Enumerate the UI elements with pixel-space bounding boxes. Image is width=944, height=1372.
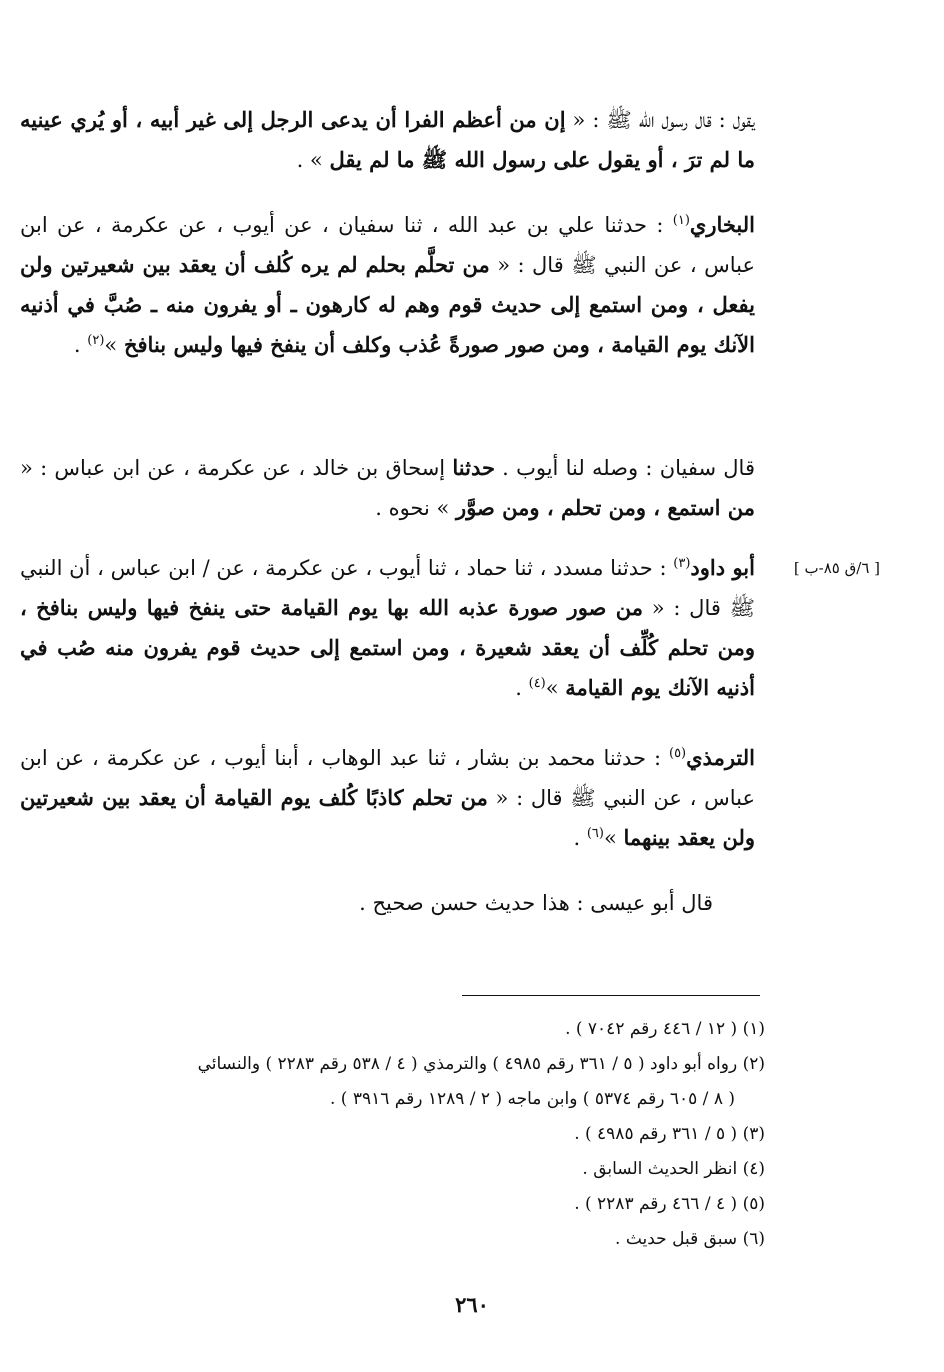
matn-bukhari: من تحلَّم بحلم لم يره كُلف أن يعقد بين شعيرتين ولن يفعل ، ومن استمع إلى حديث قوم وهم له كارهون ـ أو يفرون منه ـ صُبَّ في أذنيه الآنك يوم القيامة ، ومن صور صورةً عُذب وكلف أن ينفخ فيها وليس بنافخ [20,252,755,357]
quote-close: » [545,676,566,700]
sufyan-haddathana: حدثنا [452,455,495,480]
matn-abu-dawud: من صور صورة عذبه الله بها يوم القيامة حتى ينفخ فيها وليس بنافخ ، ومن تحلم كُلِّف أن يعقد شعيرة ، ومن استمع إلى حديث قوم يفرون منه صُب في أذنيه الآنك يوم القيامة [20,595,755,700]
isnad-tirmidhi: : حدثنا محمد بن بشار ، ثنا عبد الوهاب ، أبنا أيوب ، عن عكرمة ، عن ابن عباس ، عن النبي ﷺ قال : « [20,746,755,810]
paragraph-1-end: » . [296,148,330,172]
footnote-2-continued: ( ٨ / ٦٠٥ رقم ٥٣٧٤ ) وابن ماجه ( ٢ / ١٢٨٩ رقم ٣٩١٦ ) . [329,1089,735,1109]
matn-tirmidhi: من تحلم كاذبًا كُلف يوم القيامة أن يعقد بين شعيرتين ولن يعقد بينهما [20,785,755,850]
sufyan-matn: من استمع ، ومن تحلم ، ومن صوَّر [456,495,755,520]
source-bukhari: البخاري [689,212,755,237]
footnote-ref-2[interactable]: (٢) [87,333,105,348]
paragraph-bukhari [20,205,755,365]
abu-isa-grading: قال أبو عيسى : هذا حديث حسن صحيح . [359,891,713,915]
paragraph-1 [20,100,755,180]
footnote-2: (٢) رواه أبو داود ( ٥ / ٣٦١ رقم ٤٩٨٥ ) والترمذي ( ٤ / ٥٣٨ رقم ٢٢٨٣ ) والنسائي [197,1054,765,1074]
paragraph-abu-dawud [20,548,755,708]
quote-close: » [603,826,624,850]
footnote-6: (٦) سبق قبل حديث . [615,1229,765,1249]
footnote-ref-5[interactable]: (٥) [668,746,687,761]
paragraph-sufyan [20,448,755,528]
paragraph-tirmidhi [20,738,755,858]
source-abu-dawud: أبو داود [690,555,755,580]
quote-close: » [104,333,124,357]
footnote-4: (٤) انظر الحديث السابق . [582,1159,765,1179]
isnad-bukhari: : حدثنا علي بن عبد الله ، ثنا سفيان ، عن أيوب ، عن عكرمة ، عن ابن عباس ، عن النبي ﷺ قال : « [20,213,755,277]
paragraph-end: . [573,826,587,850]
footnote-3: (٣) ( ٥ / ٣٦١ رقم ٤٩٨٥ ) . [574,1124,765,1144]
paragraph-end: . [515,676,529,700]
footnote-ref-4[interactable]: (٤) [528,676,546,691]
paragraph-end: . [73,333,88,357]
manuscript-folio-note: [ ٦/ق ٨٥-ب ] [793,559,880,577]
source-tirmidhi: الترمذي [686,745,755,770]
page-number: ٢٦٠ [455,1292,489,1317]
footnote-ref-3[interactable]: (٣) [673,556,691,571]
paragraph-1-hadith: إن من أعظم الفرا أن يدعى الرجل إلى غير أبيه ، أو يُري عينيه ما لم ترَ ، أو يقول على رسول الله ﷺ ما لم يقل [20,107,755,172]
sufyan-end: » نحوه . [375,496,457,520]
footnotes [20,1012,765,1257]
footnote-ref-1[interactable]: (١) [672,213,690,228]
footnote-ref-6[interactable]: (٦) [586,826,604,841]
footnote-separator [462,995,760,996]
paragraph-1-intro: يقول : قال رسول الله ﷺ : « [565,108,755,132]
sufyan-intro: قال سفيان : وصله لنا أيوب . [494,456,755,480]
footnote-5: (٥) ( ٤ / ٤٦٦ رقم ٢٢٨٣ ) . [574,1194,765,1214]
footnote-1: (١) ( ١٢ / ٤٤٦ رقم ٧٠٤٢ ) . [565,1019,765,1039]
sufyan-isnad: إسحاق بن خالد ، عن عكرمة ، عن ابن عباس : « [20,456,453,480]
isnad-abu-dawud: : حدثنا مسدد ، ثنا حماد ، ثنا أيوب ، عن عكرمة ، عن / ابن عباس ، أن النبي ﷺ قال : « [20,556,755,620]
paragraph-abu-isa [20,883,755,923]
